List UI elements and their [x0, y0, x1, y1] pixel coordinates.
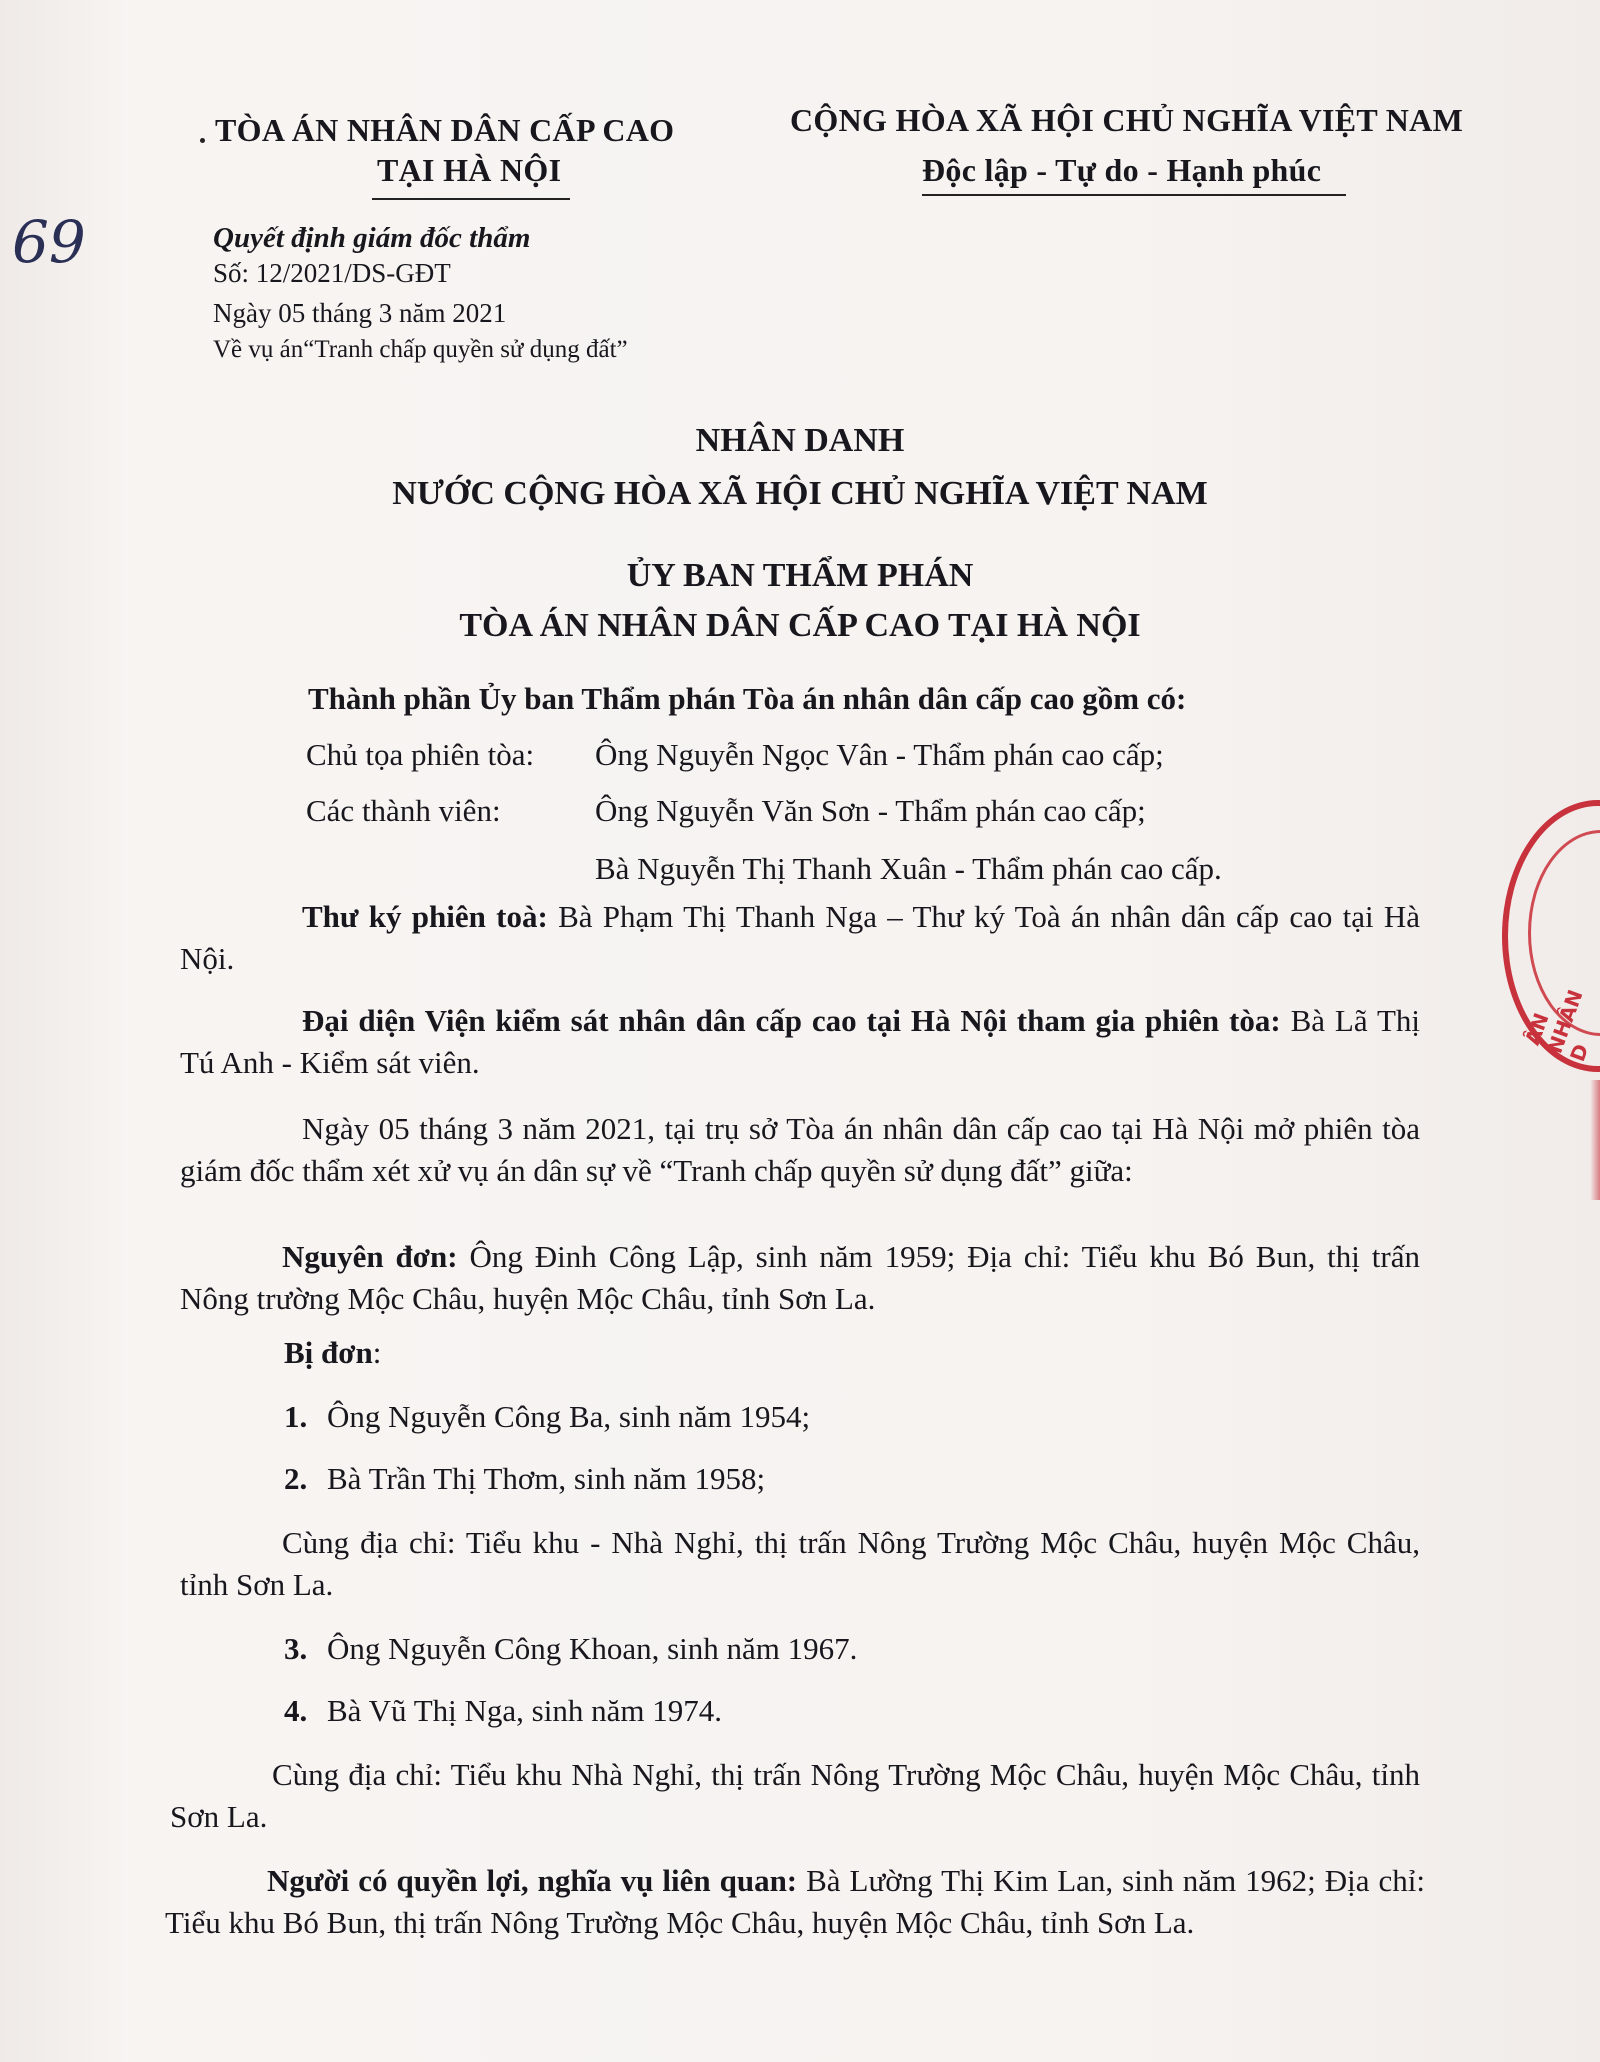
defendant-1-text: Ông Nguyễn Công Ba, sinh năm 1954; — [327, 1399, 811, 1434]
ink-dot — [200, 138, 205, 143]
clerk-value: Bà Phạm Thị Thanh Nga – Thư ký Toà án nhân dân cấp cao tại Hà Nội. — [180, 899, 1421, 976]
defendants-heading — [284, 1334, 381, 1372]
chair-label: Chủ tọa phiên tòa: — [306, 737, 535, 772]
defendant-4-text: Bà Vũ Thị Nga, sinh năm 1974. — [327, 1693, 722, 1728]
plaintiff-value: Ông Đinh Công Lập, sinh năm 1959; Địa chỉ: Tiểu khu Bó Bun, thị trấn Nông trường Mộc Châu, huyện Mộc Châu, tỉnh Sơn La. — [180, 1239, 1420, 1316]
defendant-3-text: Ông Nguyễn Công Khoan, sinh năm 1967. — [327, 1631, 858, 1666]
defendant-3 — [284, 1630, 857, 1668]
procuracy-paragraph — [180, 1000, 1420, 1084]
defendant-2 — [284, 1460, 765, 1498]
defendant-2-number: 2. — [284, 1461, 308, 1496]
decision-subject: Về vụ án“Tranh chấp quyền sử dụng đất” — [213, 336, 628, 363]
motto-underline — [922, 194, 1346, 196]
composition-heading: Thành phần Ủy ban Thẩm phán Tòa án nhân dân cấp cao gồm có: — [308, 681, 1187, 716]
address-paragraph-b: Cùng địa chỉ: Tiểu khu Nhà Nghỉ, thị trấn Nông Trường Mộc Châu, huyện Mộc Châu, tỉnh Sơn La. — [170, 1757, 1420, 1834]
clerk-label: Thư ký phiên toà: — [302, 899, 548, 934]
clerk-paragraph — [180, 896, 1420, 980]
related-party-paragraph — [165, 1860, 1425, 1944]
chair-value: Ông Nguyễn Ngọc Vân - Thẩm phán cao cấp; — [595, 737, 1164, 772]
defendant-4 — [284, 1692, 722, 1730]
decision-type: Quyết định giám đốc thẩm — [213, 222, 531, 254]
defendant-1-number: 1. — [284, 1399, 308, 1434]
title-committee: ỦY BAN THẨM PHÁN — [626, 557, 974, 594]
decision-date: Ngày 05 tháng 3 năm 2021 — [213, 298, 507, 328]
procuracy-value: Bà Lã Thị Tú Anh - Kiểm sát viên. — [180, 1003, 1421, 1080]
court-seal-text: ÂN NHÂN D — [1520, 986, 1594, 1065]
defendant-2-text: Bà Trần Thị Thơm, sinh năm 1958; — [327, 1461, 766, 1496]
plaintiff-paragraph — [180, 1236, 1420, 1320]
handwritten-page-number: 69 — [12, 208, 86, 276]
country-name: CỘNG HÒA XÃ HỘI CHỦ NGHĨA VIỆT NAM — [790, 102, 1464, 138]
members-label: Các thành viên: — [306, 793, 501, 828]
court-underline — [372, 198, 570, 200]
title-court: TÒA ÁN NHÂN DÂN CẤP CAO TẠI HÀ NỘI — [459, 607, 1141, 644]
related-party-value: Bà Lường Thị Kim Lan, sinh năm 1962; Địa chỉ: Tiểu khu Bó Bun, thị trấn Nông Trường Mộc Châu, huyện Mộc Châu, tỉnh Sơn La. — [165, 1863, 1425, 1940]
defendants-label: Bị đơn — [284, 1335, 373, 1370]
member-1: Ông Nguyễn Văn Sơn - Thẩm phán cao cấp; — [595, 793, 1146, 828]
procuracy-label: Đại diện Viện kiểm sát nhân dân cấp cao tại Hà Nội tham gia phiên tòa: — [302, 1003, 1281, 1038]
related-party-label: Người có quyền lợi, nghĩa vụ liên quan: — [267, 1863, 798, 1898]
title-country: NƯỚC CỘNG HÒA XÃ HỘI CHỦ NGHĨA VIỆT NAM — [392, 475, 1208, 512]
defendants-colon: : — [372, 1335, 382, 1370]
address-paragraph-a: Cùng địa chỉ: Tiểu khu - Nhà Nghỉ, thị trấn Nông Trường Mộc Châu, huyện Mộc Châu, tỉnh Sơn La. — [180, 1525, 1420, 1602]
plaintiff-label: Nguyên đơn: — [282, 1239, 458, 1274]
defendant-1 — [284, 1398, 810, 1436]
defendant-4-number: 4. — [284, 1693, 308, 1728]
seal-edge-mark — [1590, 1080, 1600, 1200]
intro-paragraph: Ngày 05 tháng 3 năm 2021, tại trụ sở Tòa án nhân dân cấp cao tại Hà Nội mở phiên tòa giám đốc thẩm xét xử vụ án dân sự về “Tranh chấp quyền sử dụng đất” giữa: — [180, 1111, 1420, 1188]
title-in-the-name: NHÂN DANH — [695, 422, 905, 459]
court-name-line2: TẠI HÀ NỘI — [377, 152, 562, 188]
court-name-line1: TÒA ÁN NHÂN DÂN CẤP CAO — [215, 112, 675, 148]
defendant-3-number: 3. — [284, 1631, 308, 1666]
decision-number: Số: 12/2021/DS-GĐT — [213, 258, 451, 288]
country-motto: Độc lập - Tự do - Hạnh phúc — [922, 152, 1322, 188]
member-2: Bà Nguyễn Thị Thanh Xuân - Thẩm phán cao cấp. — [595, 851, 1222, 886]
